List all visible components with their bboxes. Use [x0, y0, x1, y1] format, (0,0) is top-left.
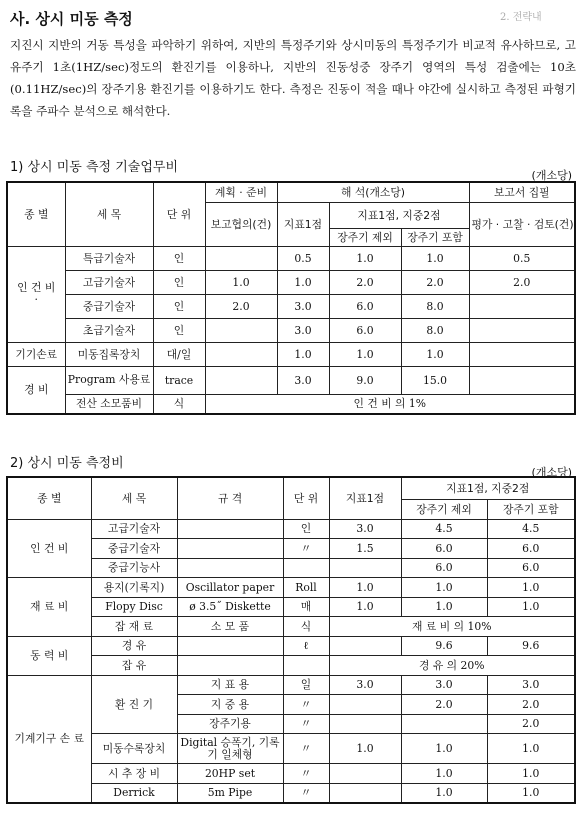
- t1-cell: [469, 318, 575, 342]
- table-row: [7, 636, 575, 656]
- t1-cell: 2.0: [205, 294, 277, 318]
- t2-cell: 6.0: [487, 558, 575, 578]
- t1-cell: 전산 소모품비: [65, 394, 153, 414]
- t2-h-category: 종 별: [7, 477, 91, 519]
- table-row: [7, 656, 575, 676]
- t2-cell: 중급기술자: [91, 539, 177, 559]
- t2-group-material: 재 료 비: [7, 578, 91, 637]
- t1-cell: 중급기술자: [65, 294, 153, 318]
- t1-cell: trace: [153, 366, 205, 394]
- t2-cell: Roll: [283, 578, 329, 598]
- t2-cell: 2.0: [401, 695, 487, 715]
- t1-cell: [469, 342, 575, 366]
- table-row: [7, 394, 575, 414]
- t2-cell: 1.5: [329, 539, 401, 559]
- t2-cell: 장주기용: [177, 714, 283, 734]
- t1-group-labor: 인 건 비 ·: [7, 246, 65, 342]
- table-row: [7, 558, 575, 578]
- t2-cell: 1.0: [401, 597, 487, 617]
- table1: [6, 181, 576, 415]
- t2-cell: Derrick: [91, 783, 177, 803]
- t2-cell: [329, 636, 401, 656]
- t2-cell: 3.0: [401, 675, 487, 695]
- t1-cell: 2.0: [469, 270, 575, 294]
- t1-cell: 1.0: [277, 270, 329, 294]
- t1-h-analysis-p12: 지표1점, 지중2점: [329, 202, 469, 228]
- t2-cell: 잡 재 료: [91, 617, 177, 637]
- t1-cell: 인: [153, 246, 205, 270]
- t2-cell: [329, 764, 401, 784]
- t1-cell: 1.0: [205, 270, 277, 294]
- t1-cell: [469, 294, 575, 318]
- t1-cell: 6.0: [329, 318, 401, 342]
- table-row: [7, 675, 575, 695]
- t2-cell: 〃: [283, 695, 329, 715]
- t2-cell: 〃: [283, 734, 329, 764]
- table-row: [7, 597, 575, 617]
- t1-cell: [205, 366, 277, 394]
- t2-cell: [329, 558, 401, 578]
- table-row: [7, 342, 575, 366]
- t2-cell: 1.0: [487, 578, 575, 598]
- t2-note: 재 료 비 의 10%: [329, 617, 575, 637]
- t1-h-analysis-p1: 지표1점: [277, 202, 329, 246]
- table-row: [7, 318, 575, 342]
- t1-cell: [205, 318, 277, 342]
- t1-cell: 0.5: [469, 246, 575, 270]
- t2-h-incl: 장주기 포함: [487, 499, 575, 519]
- t2-cell: [283, 558, 329, 578]
- t1-cell: 인: [153, 318, 205, 342]
- table-row: [7, 578, 575, 598]
- table1-title: 1) 상시 미동 측정 기술업무비: [10, 160, 179, 175]
- t1-h-incl: 장주기 포함: [401, 228, 469, 246]
- t2-h-p1: 지표1점: [329, 477, 401, 519]
- table-row: [7, 270, 575, 294]
- t2-cell: 매: [283, 597, 329, 617]
- t2-cell: 용지(기록지): [91, 578, 177, 598]
- t2-cell: 고급기술자: [91, 519, 177, 539]
- t2-group-power: 동 력 비: [7, 636, 91, 675]
- t2-cell: 중급기능사: [91, 558, 177, 578]
- t2-cell: 1.0: [329, 734, 401, 764]
- t1-cell: 8.0: [401, 294, 469, 318]
- t2-cell: Flopy Disc: [91, 597, 177, 617]
- t2-cell: 6.0: [487, 539, 575, 559]
- t2-cell: 1.0: [329, 597, 401, 617]
- intro-paragraph: 지진시 지반의 거동 특성을 파악하기 위하여, 지반의 특정주기와 상시미동의 특정주기가 비교적 유사하므로, 고유주기 1초(1HZ/sec)정도의 환진기를 이용하나, 지반의 진동성중 장주기 영역의 특성 검출에는 10초(0.11HZ/sec)의 장주기용 환진기를 이용하기도 한다. 측정은 진동이 적을 때나 야간에 실시하고 측정된 파형기록을 주파수 분석으로 해석한다.: [10, 38, 576, 118]
- t1-cell: 인: [153, 294, 205, 318]
- table2-unit: (개소당): [531, 466, 572, 479]
- t2-group-seismo: 환 진 기: [91, 675, 177, 734]
- t2-cell: 1.0: [401, 734, 487, 764]
- t2-cell: 미동수록장치: [91, 734, 177, 764]
- t2-cell: 9.6: [401, 636, 487, 656]
- t1-group-equip: 기기손료: [7, 342, 65, 366]
- t2-cell: 지 중 용: [177, 695, 283, 715]
- side-note: 2. 전략내: [500, 12, 542, 23]
- table-row: [7, 617, 575, 637]
- t2-group-labor: 인 건 비: [7, 519, 91, 578]
- t1-cell: 2.0: [329, 270, 401, 294]
- t1-cell: 15.0: [401, 366, 469, 394]
- t2-cell: [329, 695, 401, 715]
- t2-h-spec: 규 격: [177, 477, 283, 519]
- t2-h-excl: 장주기 제외: [401, 499, 487, 519]
- t1-cell: 6.0: [329, 294, 401, 318]
- t2-cell: 소 모 품: [177, 617, 283, 637]
- t2-cell: 2.0: [487, 695, 575, 715]
- t2-cell: [177, 539, 283, 559]
- t1-cell: 특급기술자: [65, 246, 153, 270]
- t2-cell: 일: [283, 675, 329, 695]
- t2-cell: [177, 558, 283, 578]
- t2-cell: 4.5: [401, 519, 487, 539]
- t1-cell: 고급기술자: [65, 270, 153, 294]
- t1-h-plan: 계획 · 준비: [205, 182, 277, 202]
- t2-cell: 1.0: [401, 764, 487, 784]
- t1-note: 인 건 비 의 1%: [205, 394, 575, 414]
- t2-cell: ℓ: [283, 636, 329, 656]
- t2-cell: 〃: [283, 539, 329, 559]
- t1-cell: 3.0: [277, 318, 329, 342]
- t2-cell: 잡 유: [91, 656, 177, 676]
- table2: [6, 476, 576, 804]
- t2-cell: 1.0: [329, 578, 401, 598]
- t2-cell: Oscillator paper: [177, 578, 283, 598]
- t1-h-analysis: 해 석(개소당): [277, 182, 469, 202]
- t1-cell: 식: [153, 394, 205, 414]
- t1-cell: [205, 342, 277, 366]
- t1-cell: 1.0: [401, 342, 469, 366]
- t1-h-item: 세 목: [65, 182, 153, 246]
- t2-cell: [177, 636, 283, 656]
- t2-note: 경 유 의 20%: [329, 656, 575, 676]
- t2-cell: 시 추 장 비: [91, 764, 177, 784]
- table-row: [7, 734, 575, 764]
- table-row: [7, 519, 575, 539]
- t1-cell: Program 사용료: [65, 366, 153, 394]
- t2-cell: 5m Pipe: [177, 783, 283, 803]
- t1-cell: 0.5: [277, 246, 329, 270]
- t1-h-category: 종 별: [7, 182, 65, 246]
- t2-cell: 경 유: [91, 636, 177, 656]
- t1-cell: 2.0: [401, 270, 469, 294]
- t2-cell: ø 3.5˝ Diskette: [177, 597, 283, 617]
- t2-cell: 1.0: [487, 783, 575, 803]
- t1-cell: 1.0: [401, 246, 469, 270]
- t2-h-p12: 지표1점, 지중2점: [401, 477, 575, 499]
- t1-h-report: 보고서 집필: [469, 182, 575, 202]
- t2-cell: [401, 714, 487, 734]
- t1-h-plan-sub: 보고협의(건): [205, 202, 277, 246]
- t1-cell: [469, 366, 575, 394]
- t1-h-unit: 단 위: [153, 182, 205, 246]
- t1-cell: 8.0: [401, 318, 469, 342]
- t2-cell: 2.0: [487, 714, 575, 734]
- t2-cell: [283, 656, 329, 676]
- table-row: [7, 246, 575, 270]
- t2-h-unit: 단 위: [283, 477, 329, 519]
- t2-cell: 3.0: [487, 675, 575, 695]
- t2-cell: 식: [283, 617, 329, 637]
- t2-cell: 인: [283, 519, 329, 539]
- t1-h-report-sub: 평가 · 고찰 · 검토(건): [469, 202, 575, 246]
- t2-cell: 1.0: [487, 764, 575, 784]
- table-row: [7, 783, 575, 803]
- t2-cell: [177, 519, 283, 539]
- t1-cell: 1.0: [277, 342, 329, 366]
- table2-title: 2) 상시 미동 측정비: [10, 456, 124, 471]
- t2-cell: 1.0: [487, 597, 575, 617]
- t2-cell: 1.0: [401, 578, 487, 598]
- t2-cell: 6.0: [401, 558, 487, 578]
- t1-h-excl: 장주기 제외: [329, 228, 401, 246]
- t1-cell: 대/일: [153, 342, 205, 366]
- t2-cell: 20HP set: [177, 764, 283, 784]
- t1-cell: 인: [153, 270, 205, 294]
- t1-cell: 미동집록장치: [65, 342, 153, 366]
- t2-cell: [329, 714, 401, 734]
- t2-cell: 4.5: [487, 519, 575, 539]
- section-title: 사. 상시 미동 측정: [10, 10, 133, 28]
- table1-unit: (개소당): [531, 169, 572, 182]
- t1-cell: 9.0: [329, 366, 401, 394]
- table-row: [7, 366, 575, 394]
- t2-group-machine: 기계기구 손 료: [7, 675, 91, 803]
- t2-cell: 3.0: [329, 675, 401, 695]
- t2-cell: 3.0: [329, 519, 401, 539]
- t2-cell: 6.0: [401, 539, 487, 559]
- t1-cell: 1.0: [329, 246, 401, 270]
- t2-cell: Digital 승폭기, 기록기 일체형: [177, 734, 283, 764]
- table-row: [7, 294, 575, 318]
- t2-cell: [177, 656, 283, 676]
- table-row: [7, 539, 575, 559]
- t2-cell: 9.6: [487, 636, 575, 656]
- t1-cell: 1.0: [329, 342, 401, 366]
- t2-cell: 〃: [283, 783, 329, 803]
- t1-cell: 3.0: [277, 366, 329, 394]
- t2-cell: 〃: [283, 714, 329, 734]
- t1-cell: 초급기술자: [65, 318, 153, 342]
- t2-cell: 1.0: [487, 734, 575, 764]
- t2-cell: 지 표 용: [177, 675, 283, 695]
- t2-cell: [329, 783, 401, 803]
- t2-h-item: 세 목: [91, 477, 177, 519]
- t2-cell: 1.0: [401, 783, 487, 803]
- t2-cell: 〃: [283, 764, 329, 784]
- t1-group-expense: 경 비: [7, 366, 65, 414]
- table-row: [7, 764, 575, 784]
- t1-cell: [205, 246, 277, 270]
- t1-cell: 3.0: [277, 294, 329, 318]
